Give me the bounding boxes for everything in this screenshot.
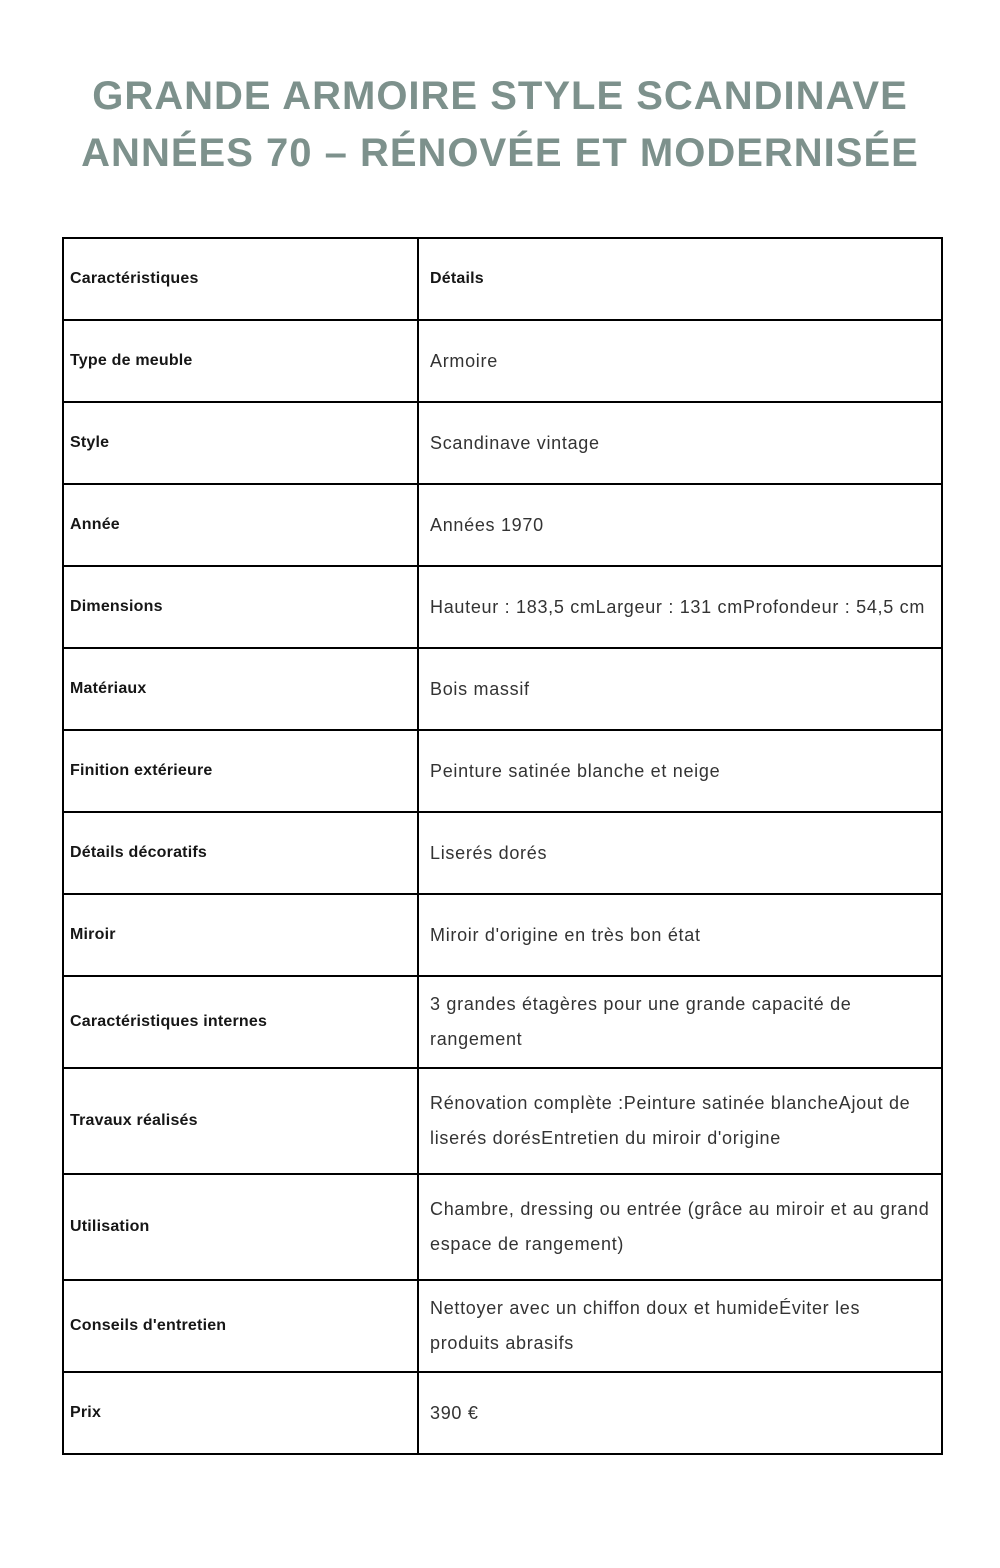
table-header-row (63, 238, 942, 320)
table-row (63, 730, 942, 812)
table-row (63, 402, 942, 484)
header-label-cell: Caractéristiques (63, 238, 418, 320)
table-row (63, 976, 942, 1068)
row-value: Nettoyer avec un chiffon doux et humideÉviter les produits abrasifs (418, 1280, 942, 1372)
row-label: Prix (63, 1372, 418, 1454)
table-row (63, 484, 942, 566)
row-value: Bois massif (418, 648, 942, 730)
row-label: Détails décoratifs (63, 812, 418, 894)
row-value: Miroir d'origine en très bon état (418, 894, 942, 976)
row-label: Miroir (63, 894, 418, 976)
table-row (63, 1068, 942, 1174)
table-row (63, 1280, 942, 1372)
header-value-cell: Détails (418, 238, 942, 320)
table-row (63, 1174, 942, 1280)
row-label: Travaux réalisés (63, 1068, 418, 1174)
row-value: 390 € (418, 1372, 942, 1454)
page-title-line-2: ANNÉES 70 – RÉNOVÉE ET MODERNISÉE (81, 131, 919, 175)
row-label: Type de meuble (63, 320, 418, 402)
table-row (63, 894, 942, 976)
table-row (63, 1372, 942, 1454)
page-title (36, 68, 964, 182)
specifications-table-body (63, 238, 942, 1454)
row-label: Année (63, 484, 418, 566)
page-title-line-1: GRANDE ARMOIRE STYLE SCANDINAVE (92, 74, 908, 118)
specifications-table (62, 237, 943, 1455)
row-label: Utilisation (63, 1174, 418, 1280)
table-row (63, 320, 942, 402)
row-label: Style (63, 402, 418, 484)
row-value: Liserés dorés (418, 812, 942, 894)
row-value: Peinture satinée blanche et neige (418, 730, 942, 812)
row-value: Scandinave vintage (418, 402, 942, 484)
table-row (63, 648, 942, 730)
row-value: Années 1970 (418, 484, 942, 566)
row-label: Conseils d'entretien (63, 1280, 418, 1372)
table-row (63, 812, 942, 894)
row-value: 3 grandes étagères pour une grande capacité de rangement (418, 976, 942, 1068)
row-label: Dimensions (63, 566, 418, 648)
row-value: Armoire (418, 320, 942, 402)
row-value: Chambre, dressing ou entrée (grâce au miroir et au grand espace de rangement) (418, 1174, 942, 1280)
row-value: Hauteur : 183,5 cmLargeur : 131 cmProfondeur : 54,5 cm (418, 566, 942, 648)
row-label: Matériaux (63, 648, 418, 730)
row-label: Finition extérieure (63, 730, 418, 812)
table-row (63, 566, 942, 648)
row-label: Caractéristiques internes (63, 976, 418, 1068)
row-value: Rénovation complète :Peinture satinée blancheAjout de liserés dorésEntretien du miroir d'origine (418, 1068, 942, 1174)
